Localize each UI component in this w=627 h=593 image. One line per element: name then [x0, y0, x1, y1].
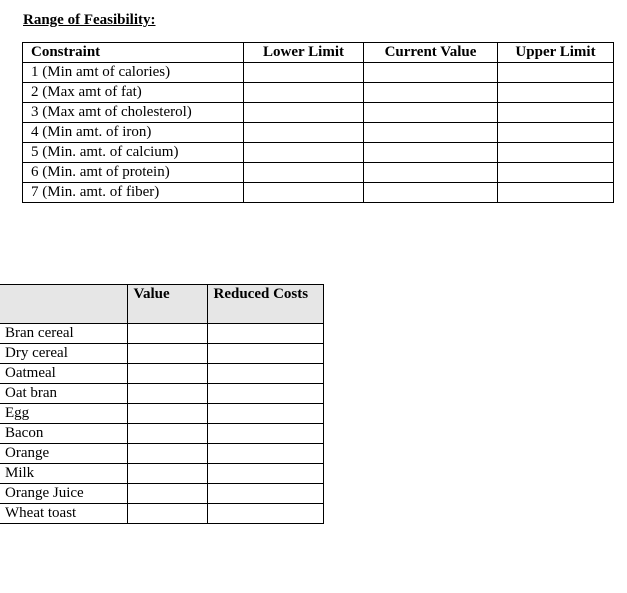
constraint-label: 6 (Min. amt of protein) — [23, 163, 244, 183]
table-row — [0, 364, 323, 384]
lower-limit-cell[interactable] — [244, 63, 364, 83]
current-value-cell[interactable] — [364, 183, 498, 203]
table-row — [0, 384, 323, 404]
reduced-cost-cell[interactable] — [207, 344, 323, 364]
table-row — [23, 123, 614, 143]
current-value-cell[interactable] — [364, 163, 498, 183]
column-header-current-value: Current Value — [364, 43, 498, 63]
constraint-label: 7 (Min. amt. of fiber) — [23, 183, 244, 203]
current-value-cell[interactable] — [364, 123, 498, 143]
value-cell[interactable] — [127, 424, 207, 444]
column-header-reduced-costs: Reduced Costs — [207, 285, 323, 324]
upper-limit-cell[interactable] — [498, 143, 614, 163]
value-cell[interactable] — [127, 404, 207, 424]
value-cell[interactable] — [127, 464, 207, 484]
lower-limit-cell[interactable] — [244, 103, 364, 123]
reduced-cost-cell[interactable] — [207, 364, 323, 384]
variable-label: Bacon — [0, 424, 127, 444]
reduced-cost-cell[interactable] — [207, 424, 323, 444]
constraint-label: 2 (Max amt of fat) — [23, 83, 244, 103]
upper-limit-cell[interactable] — [498, 63, 614, 83]
reduced-cost-cell[interactable] — [207, 404, 323, 424]
variable-label: Bran cereal — [0, 324, 127, 344]
table-row — [0, 504, 323, 524]
value-cell[interactable] — [127, 364, 207, 384]
variable-label: Wheat toast — [0, 504, 127, 524]
table-header-row — [0, 285, 323, 324]
value-cell[interactable] — [127, 484, 207, 504]
reduced-cost-cell[interactable] — [207, 384, 323, 404]
table-row — [0, 444, 323, 464]
upper-limit-cell[interactable] — [498, 103, 614, 123]
variable-label: Oatmeal — [0, 364, 127, 384]
lower-limit-cell[interactable] — [244, 123, 364, 143]
table-row — [0, 324, 323, 344]
constraint-label: 5 (Min. amt. of calcium) — [23, 143, 244, 163]
value-cell[interactable] — [127, 324, 207, 344]
table-row — [0, 424, 323, 444]
range-of-feasibility-table — [22, 42, 614, 203]
table-row — [23, 163, 614, 183]
table-row — [0, 404, 323, 424]
table-row — [23, 83, 614, 103]
column-header-lower-limit: Lower Limit — [244, 43, 364, 63]
variable-label: Oat bran — [0, 384, 127, 404]
upper-limit-cell[interactable] — [498, 183, 614, 203]
upper-limit-cell[interactable] — [498, 123, 614, 143]
value-cell[interactable] — [127, 344, 207, 364]
upper-limit-cell[interactable] — [498, 163, 614, 183]
lower-limit-cell[interactable] — [244, 83, 364, 103]
table-row — [0, 464, 323, 484]
current-value-cell[interactable] — [364, 63, 498, 83]
variable-label: Egg — [0, 404, 127, 424]
table-row — [23, 183, 614, 203]
table-row — [0, 484, 323, 504]
current-value-cell[interactable] — [364, 83, 498, 103]
variable-label: Orange — [0, 444, 127, 464]
reduced-cost-cell[interactable] — [207, 504, 323, 524]
table-row — [23, 143, 614, 163]
reduced-cost-cell[interactable] — [207, 484, 323, 504]
column-header-value: Value — [127, 285, 207, 324]
lower-limit-cell[interactable] — [244, 183, 364, 203]
current-value-cell[interactable] — [364, 103, 498, 123]
column-header-constraint: Constraint — [23, 43, 244, 63]
table-row — [23, 63, 614, 83]
reduced-cost-cell[interactable] — [207, 324, 323, 344]
lower-limit-cell[interactable] — [244, 163, 364, 183]
constraint-label: 3 (Max amt of cholesterol) — [23, 103, 244, 123]
variable-values-table — [0, 284, 324, 524]
table-header-row — [23, 43, 614, 63]
value-cell[interactable] — [127, 504, 207, 524]
upper-limit-cell[interactable] — [498, 83, 614, 103]
variable-label: Dry cereal — [0, 344, 127, 364]
reduced-cost-cell[interactable] — [207, 444, 323, 464]
table-row — [0, 344, 323, 364]
variable-label: Orange Juice — [0, 484, 127, 504]
reduced-cost-cell[interactable] — [207, 464, 323, 484]
value-cell[interactable] — [127, 384, 207, 404]
value-cell[interactable] — [127, 444, 207, 464]
section-heading: Range of Feasibility: — [23, 12, 156, 28]
variable-label: Milk — [0, 464, 127, 484]
constraint-label: 4 (Min amt. of iron) — [23, 123, 244, 143]
current-value-cell[interactable] — [364, 143, 498, 163]
table-row — [23, 103, 614, 123]
constraint-label: 1 (Min amt of calories) — [23, 63, 244, 83]
column-header-upper-limit: Upper Limit — [498, 43, 614, 63]
lower-limit-cell[interactable] — [244, 143, 364, 163]
column-header-variable — [0, 285, 127, 324]
